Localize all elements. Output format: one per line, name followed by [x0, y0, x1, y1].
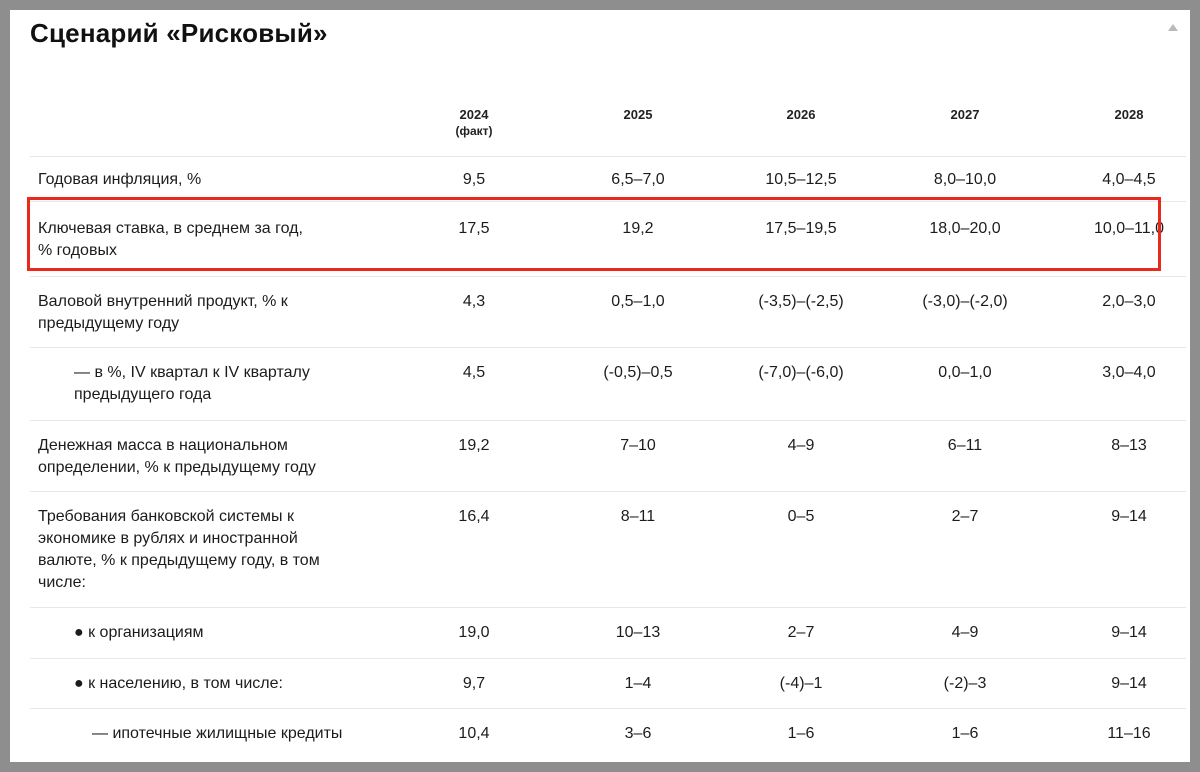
row-label: Годовая инфляция, % [38, 171, 202, 188]
year-label: 2024 [459, 107, 489, 122]
cell-value: 19,2 [622, 220, 654, 237]
page-title: Сценарий «Рисковый» [30, 18, 328, 48]
cell-value: 6,5–7,0 [611, 171, 665, 188]
cell-value: 4,5 [462, 364, 486, 381]
scenario-panel [10, 10, 1190, 762]
cell-value: 2,0–3,0 [1102, 293, 1156, 310]
cell-value: 1–6 [951, 725, 979, 742]
cell-value: 0,0–1,0 [938, 364, 992, 381]
table-row-bank-claims [30, 492, 1186, 608]
table-row-money-supply [30, 421, 1186, 492]
year-header-2028 [1074, 106, 1184, 123]
cell-value: (-2)–3 [943, 675, 987, 692]
cell-value: 10,4 [458, 725, 490, 742]
year-header-2027 [910, 106, 1020, 123]
cell-value: 9–14 [1111, 675, 1147, 692]
table-row-inflation [30, 157, 1186, 202]
cell-value: 2–7 [951, 508, 979, 525]
cell-value: 10,0–11,0 [1094, 220, 1164, 237]
table-row-key-rate [30, 202, 1186, 277]
cell-value: 8–11 [620, 508, 656, 525]
year-header-2026 [746, 106, 856, 123]
row-label: Ключевая ставка, в среднем за год, % годовых [38, 220, 303, 259]
row-label: ● к населению, в том числе: [74, 675, 283, 692]
cell-value: 4–9 [787, 437, 815, 454]
cell-value: 9,5 [462, 171, 486, 188]
cell-value: 10–13 [615, 624, 661, 641]
row-label: ● к организациям [74, 624, 204, 641]
year-label: 2028 [1114, 107, 1144, 122]
cell-value: 9–14 [1111, 624, 1147, 641]
cell-value: 1–6 [787, 725, 815, 742]
cell-value: 7–10 [620, 437, 656, 454]
cell-value: (-3,0)–(-2,0) [922, 293, 1008, 310]
cell-value: (-4)–1 [779, 675, 823, 692]
cell-value: 10,5–12,5 [765, 171, 837, 188]
cell-value: 1–4 [624, 675, 652, 692]
table-row-gdp-q4 [30, 348, 1186, 421]
cell-value: 4–9 [951, 624, 979, 641]
table-row-mortgages [30, 709, 1186, 762]
cell-value: 8,0–10,0 [933, 171, 997, 188]
cell-value: 19,0 [458, 624, 490, 641]
cell-value: 11–16 [1107, 725, 1151, 742]
table-row-gdp [30, 277, 1186, 348]
year-label: 2027 [950, 107, 980, 122]
cell-value: 19,2 [458, 437, 490, 454]
cell-value: 4,0–4,5 [1102, 171, 1156, 188]
row-label: Денежная масса в национальном определении, % к предыдущему году [38, 437, 316, 476]
row-label: — в %, IV квартал к IV кварталу предыдущего года [74, 364, 310, 403]
cell-value: 4,3 [462, 293, 486, 310]
cell-value: 0–5 [787, 508, 815, 525]
cell-value: (-0,5)–0,5 [603, 364, 673, 381]
year-header-2024 [419, 106, 529, 140]
collapse-arrow-icon[interactable] [1168, 24, 1178, 31]
year-sub-label: (факт) [455, 124, 493, 138]
cell-value: 9–14 [1111, 508, 1147, 525]
table-row-organizations [30, 608, 1186, 659]
year-label: 2025 [623, 107, 653, 122]
row-label: — ипотечные жилищные кредиты [92, 725, 343, 742]
cell-value: 2–7 [787, 624, 815, 641]
row-label: Валовой внутренний продукт, % к предыдущему году [38, 293, 288, 332]
cell-value: 18,0–20,0 [929, 220, 1001, 237]
cell-value: 8–13 [1111, 437, 1147, 454]
cell-value: 16,4 [458, 508, 490, 525]
cell-value: 6–11 [947, 437, 983, 454]
year-label: 2026 [786, 107, 816, 122]
row-label: Требования банковской системы к экономике в рублях и иностранной валюте, % к предыдущему году, в том числе: [38, 508, 320, 591]
cell-value: 9,7 [462, 675, 486, 692]
cell-value: 3–6 [624, 725, 652, 742]
cell-value: (-7,0)–(-6,0) [758, 364, 844, 381]
cell-value: 17,5 [458, 220, 490, 237]
cell-value: 17,5–19,5 [765, 220, 837, 237]
table-row-households [30, 659, 1186, 709]
cell-value: (-3,5)–(-2,5) [758, 293, 844, 310]
table-header [30, 104, 1186, 157]
year-header-2025 [583, 106, 693, 123]
cell-value: 0,5–1,0 [611, 293, 665, 310]
cell-value: 3,0–4,0 [1102, 364, 1156, 381]
